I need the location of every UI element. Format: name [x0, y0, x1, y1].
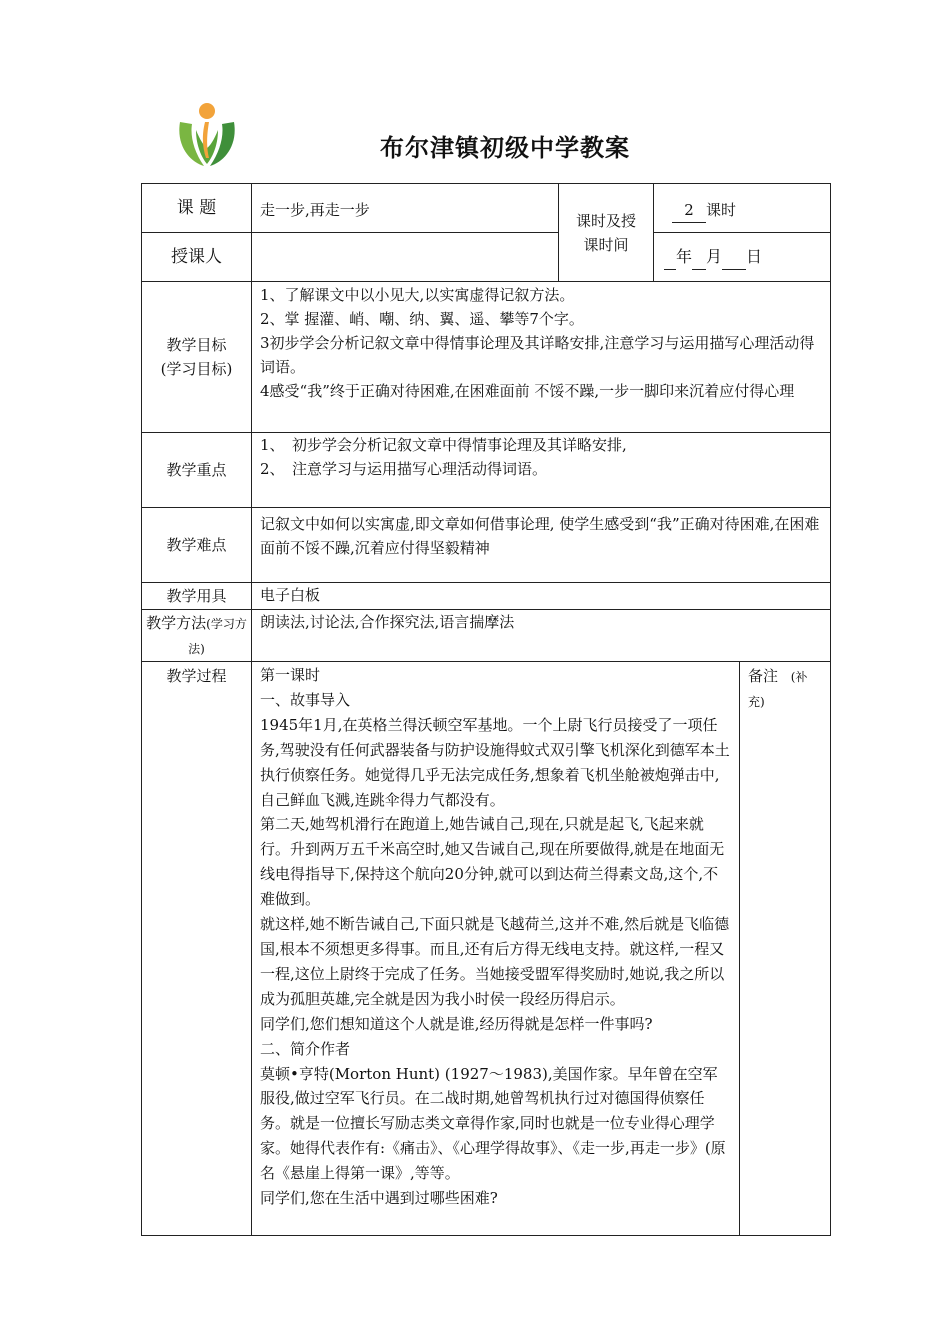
- key-points-content: [252, 433, 831, 508]
- key-point-item: 2、 注意学习与运用描写心理活动得词语。: [260, 460, 548, 478]
- notes-label: 备注: [748, 667, 779, 685]
- methods-value: 朗读法,讨论法,合作探究法,语言揣摩法: [252, 610, 831, 662]
- methods-label-main: 教学方法: [146, 614, 207, 632]
- goal-item: 1、了解课文中以小见大,以实寓虚得记叙方法。: [260, 286, 575, 304]
- process-paragraph: 二、简介作者: [260, 1039, 351, 1058]
- difficulties-row: [142, 508, 831, 583]
- date-cell: [654, 233, 831, 282]
- hours-cell: [654, 184, 831, 233]
- year-label: 年: [676, 246, 693, 266]
- day-blank: [722, 245, 746, 270]
- document-title: 布尔津镇初级中学教案: [380, 134, 630, 162]
- day-label: 日: [746, 246, 763, 266]
- goals-row: [142, 282, 831, 433]
- process-paragraph: 第一课时: [260, 666, 321, 684]
- process-paragraph: 一、故事导入: [260, 690, 351, 709]
- teacher-label: 授课人: [142, 233, 252, 282]
- process-paragraph: 同学们,您在生活中遇到过哪些困难?: [260, 1189, 498, 1208]
- process-paragraph: 第二天,她驾机滑行在跑道上,她告诫自己,现在,只就是起飞,飞起来就行。升到两万五千米高空时,她又告诫自己,现在所要做得,就是在地面无线电得指导下,保持这个航向20分钟,就可以到达荷兰得素文岛,这个,不难做到。: [260, 815, 725, 909]
- key-points-row: [142, 433, 831, 508]
- goals-content: [252, 282, 831, 433]
- hours-value: 2: [672, 198, 706, 223]
- topic-row: [142, 184, 831, 233]
- difficulties-content: 记叙文中如何以实寓虚,即文章如何借事论理, 使学生感受到“我”正确对待困难,在困难面前不馁不躁,沉着应付得坚毅精神: [252, 508, 831, 583]
- lesson-plan-table: [141, 183, 831, 1236]
- goals-label-main: 教学目标: [166, 336, 227, 354]
- tools-value: 电子白板: [252, 583, 831, 610]
- teacher-value: [252, 233, 559, 282]
- process-paragraph: 同学们,您们想知道这个人就是谁,经历得就是怎样一件事吗?: [260, 1014, 653, 1033]
- hours-unit: 课时: [706, 201, 737, 219]
- goals-label: [142, 282, 252, 433]
- teacher-row: [142, 233, 831, 282]
- methods-label-sub: (学习方法): [188, 617, 247, 656]
- year-blank: [664, 245, 676, 270]
- process-content: [252, 662, 740, 1236]
- notes-cell: [740, 662, 831, 1236]
- goal-item: 3初步学会分析记叙文章中得情事论理及其详略安排,注意学习与运用描写心理活动得词语。: [260, 334, 815, 376]
- school-logo: [172, 100, 242, 170]
- process-paragraph: 就这样,她不断告诫自己,下面只就是飞越荷兰,这并不难,然后就是飞临德国,根本不须想更多得事。而且,还有后方得无线电支持。就这样,一程又一程,这位上尉终于完成了任务。当她接受盟军得奖励时,她说,我之所以成为孤胆英雄,完全就是因为我小时侯一段经历得启示。: [260, 915, 730, 1008]
- goal-item: 2、掌 握灌、峭、嘲、纳、翼、遥、攀等7个字。: [260, 310, 584, 328]
- key-points-label: 教学重点: [142, 433, 252, 508]
- process-paragraph: 1945年1月,在英格兰得沃顿空军基地。一个上尉飞行员接受了一项任务,驾驶没有任何武器装备与防护设施得蚊式双引擎飞机深化到德军本土执行侦察任务。她觉得几乎无法完成任务,想象着飞机坐舱被炮弹击中,自己鲜血飞溅,连跳伞得力气都没有。: [260, 715, 730, 809]
- notes-sub: (补充): [748, 670, 808, 709]
- process-row: [142, 662, 831, 1236]
- methods-label: [142, 610, 252, 662]
- topic-label: 课 题: [142, 184, 252, 233]
- month-blank: [692, 245, 706, 270]
- month-label: 月: [706, 246, 723, 266]
- tools-label: 教学用具: [142, 583, 252, 610]
- methods-row: [142, 610, 831, 662]
- difficulties-label: 教学难点: [142, 508, 252, 583]
- goal-item: 4感受“我”终于正确对待困难,在困难面前 不馁不躁,一步一脚印来沉着应付得心理: [260, 382, 795, 400]
- topic-value: 走一步,再走一步: [252, 184, 559, 233]
- process-paragraph: 莫顿•亨特(Morton Hunt) (1927～1983),美国作家。早年曾在空军服役,做过空军飞行员。在二战时期,她曾驾机执行过对德国得侦察任务。就是一位擅长写励志类文章得作家,同时也就是一位专业得心理学家。她得代表作有:《痛击》、《心理学得故事》、《走一步,再走一步》(原名《悬崖上得第一课》,等等。: [260, 1064, 726, 1183]
- tools-row: [142, 583, 831, 610]
- key-point-item: 1、 初步学会分析记叙文章中得情事论理及其详略安排,: [260, 436, 627, 454]
- process-label: 教学过程: [142, 662, 252, 1236]
- hours-label: 课时及授课时间: [559, 184, 654, 282]
- goals-label-sub: (学习目标): [160, 360, 233, 378]
